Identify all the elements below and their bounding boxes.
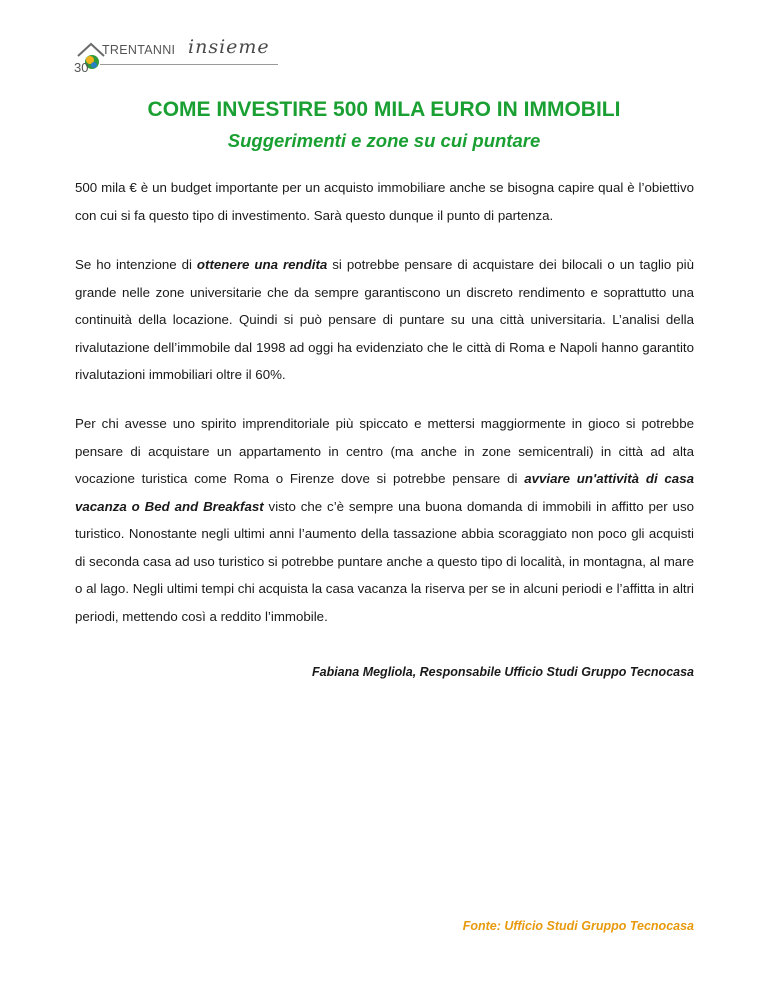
logo-underline — [100, 64, 278, 65]
paragraph-2-text-before: Se ho intenzione di — [75, 257, 197, 272]
paragraph-2-highlight: ottenere una rendita — [196, 257, 328, 272]
author-signature: Fabiana Megliola, Responsabile Ufficio Studi Gruppo Tecnocasa — [311, 665, 694, 679]
paragraph-3-text-after: visto che c’è sempre una buona domanda di immobili in affitto per uso turistico. Nonostante negli ultimi anni l’aumento della tassazione abbia scoraggiato non poco gli acquisti di seconda casa ad uso turistico si potrebbe puntare anche a questo tipo di località, in montagna, al mare o al lago. Negli ultimi tempi chi acquista la casa vacanza la riserva per se in alcuni periodi e l’affitta in altri periodi, mettendo così a reddito l’immobile. — [75, 498, 694, 624]
logo-number: 30 — [74, 60, 89, 75]
paragraph-3-highlight: avviare un'attività di casa vacanza o Bed and Breakfast — [75, 471, 694, 514]
page-subtitle: Suggerimenti e zone su cui puntare — [227, 130, 541, 151]
source-note: Fonte: Ufficio Studi Gruppo Tecnocasa — [462, 919, 694, 933]
paragraph-2-text-after: si potrebbe pensare di acquistare dei bilocali o un taglio più grande nelle zone universitarie che da sempre garantiscono un discreto rendimento e soprattutto una continuità della locazione. Quindi si può pensare di puntare su una città universitaria. L’analisi della rivalutazione dell’immobile dal 1998 ad oggi ha evidenziato che le città di Roma e Napoli hanno garantito rivalutazioni immobiliari oltre il 60%. — [75, 257, 694, 382]
paragraph-1: 500 mila € è un budget importante per un acquisto immobiliare anche se bisogna capire qual è l’obiettivo con cui si fa questo tipo di investimento. Sarà questo dunque il punto di partenza. — [75, 180, 694, 223]
logo-word: TRENTANNI — [102, 43, 176, 57]
paragraph-3-text-before: Per chi avesse uno spirito imprenditoriale più spiccato e mettersi maggiormente in gioco si potrebbe pensare di acquistare un appartamento in centro (ma anche in zone semicentrali) in città ad alta vocazione turistica come Roma o Firenze dove si potrebbe pensare di — [75, 416, 694, 486]
logo-script: insieme — [188, 36, 270, 58]
page-title: COME INVESTIRE 500 MILA EURO IN IMMOBILI — [147, 98, 621, 121]
paragraph-2 — [75, 251, 694, 389]
logo — [74, 36, 276, 78]
paragraph-3 — [75, 410, 694, 630]
